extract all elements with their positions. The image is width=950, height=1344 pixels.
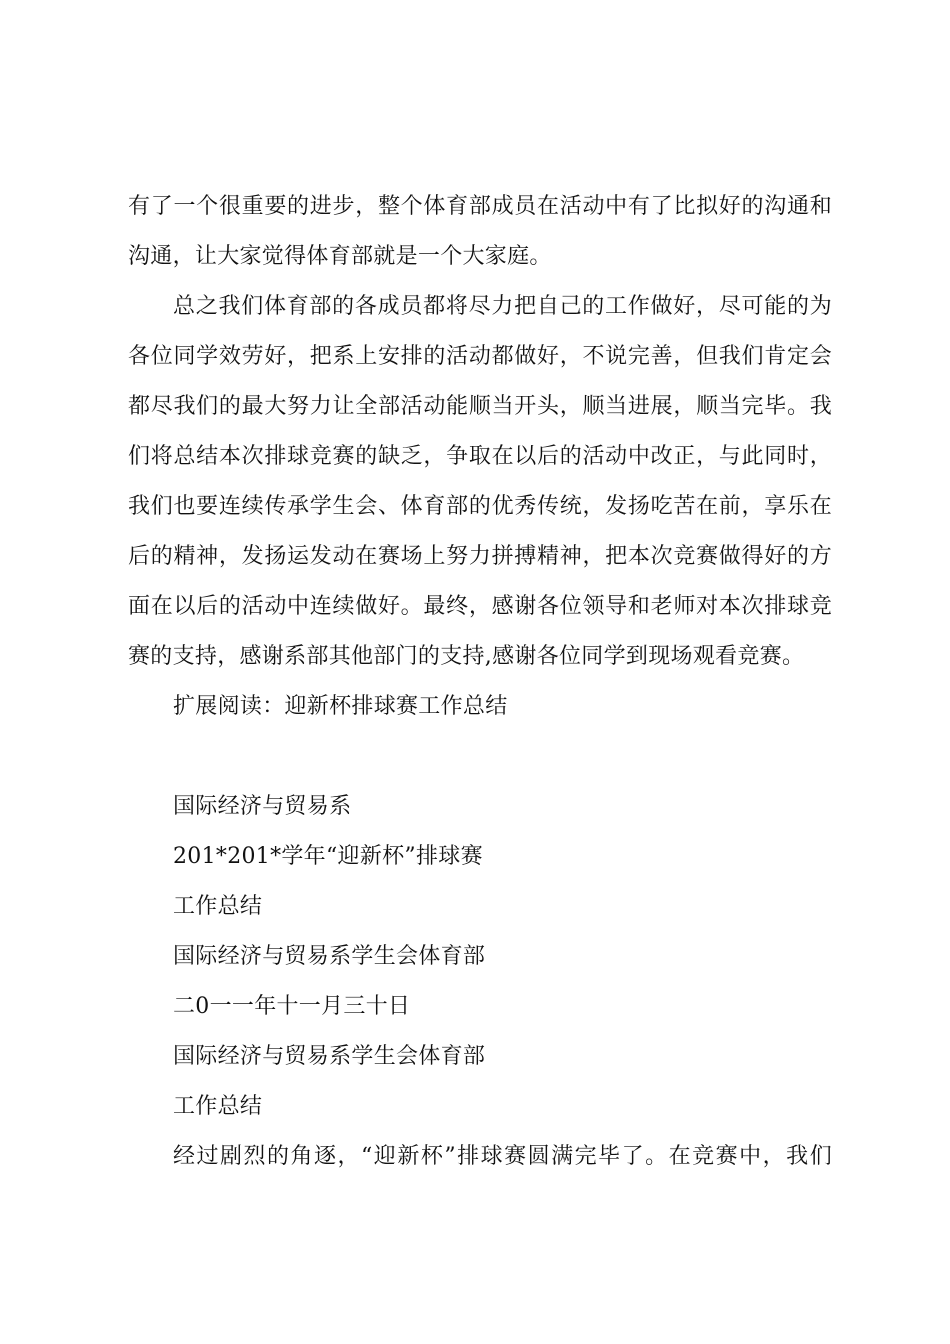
author-organization-repeat: 国际经济与贸易系学生会体育部: [173, 1044, 486, 1069]
author-organization: 国际经济与贸易系学生会体育部: [173, 944, 486, 969]
report-date: 二0一一年十一月三十日: [173, 994, 411, 1019]
paragraph-line: 沟通，让大家觉得体育部就是一个大家庭。: [128, 244, 552, 269]
paragraph-line: 经过剧烈的角逐，“迎新杯”排球赛圆满完毕了。在竞赛中，我们: [173, 1144, 832, 1169]
paragraph-line: 各位同学效劳好，把系上安排的活动都做好，不说完善，但我们肯定会: [128, 344, 832, 369]
extended-reading-heading: 扩展阅读：迎新杯排球赛工作总结: [173, 694, 508, 719]
report-title-repeat: 工作总结: [173, 1094, 263, 1119]
paragraph-line: 我们也要连续传承学生会、体育部的优秀传统，发扬吃苦在前，享乐在: [128, 494, 832, 519]
paragraph-line: 有了一个很重要的进步，整个体育部成员在活动中有了比拟好的沟通和: [128, 194, 832, 219]
paragraph-line: 面在以后的活动中连续做好。最终，感谢各位领导和老师对本次排球竞: [128, 594, 832, 619]
paragraph-line: 总之我们体育部的各成员都将尽力把自己的工作做好，尽可能的为: [173, 294, 832, 319]
paragraph-line: 都尽我们的最大努力让全部活动能顺当开头，顺当进展，顺当完毕。我: [128, 394, 832, 419]
paragraph-line: 们将总结本次排球竞赛的缺乏，争取在以后的活动中改正，与此同时，: [128, 444, 832, 469]
paragraph-line: 后的精神，发扬运发动在赛场上努力拼搏精神，把本次竞赛做得好的方: [128, 544, 832, 569]
event-title: 201*201*学年“迎新杯”排球赛: [173, 844, 483, 869]
paragraph-line: 赛的支持，感谢系部其他部门的支持,感谢各位同学到现场观看竞赛。: [128, 644, 805, 669]
report-title: 工作总结: [173, 894, 263, 919]
department-name: 国际经济与贸易系: [173, 794, 352, 819]
